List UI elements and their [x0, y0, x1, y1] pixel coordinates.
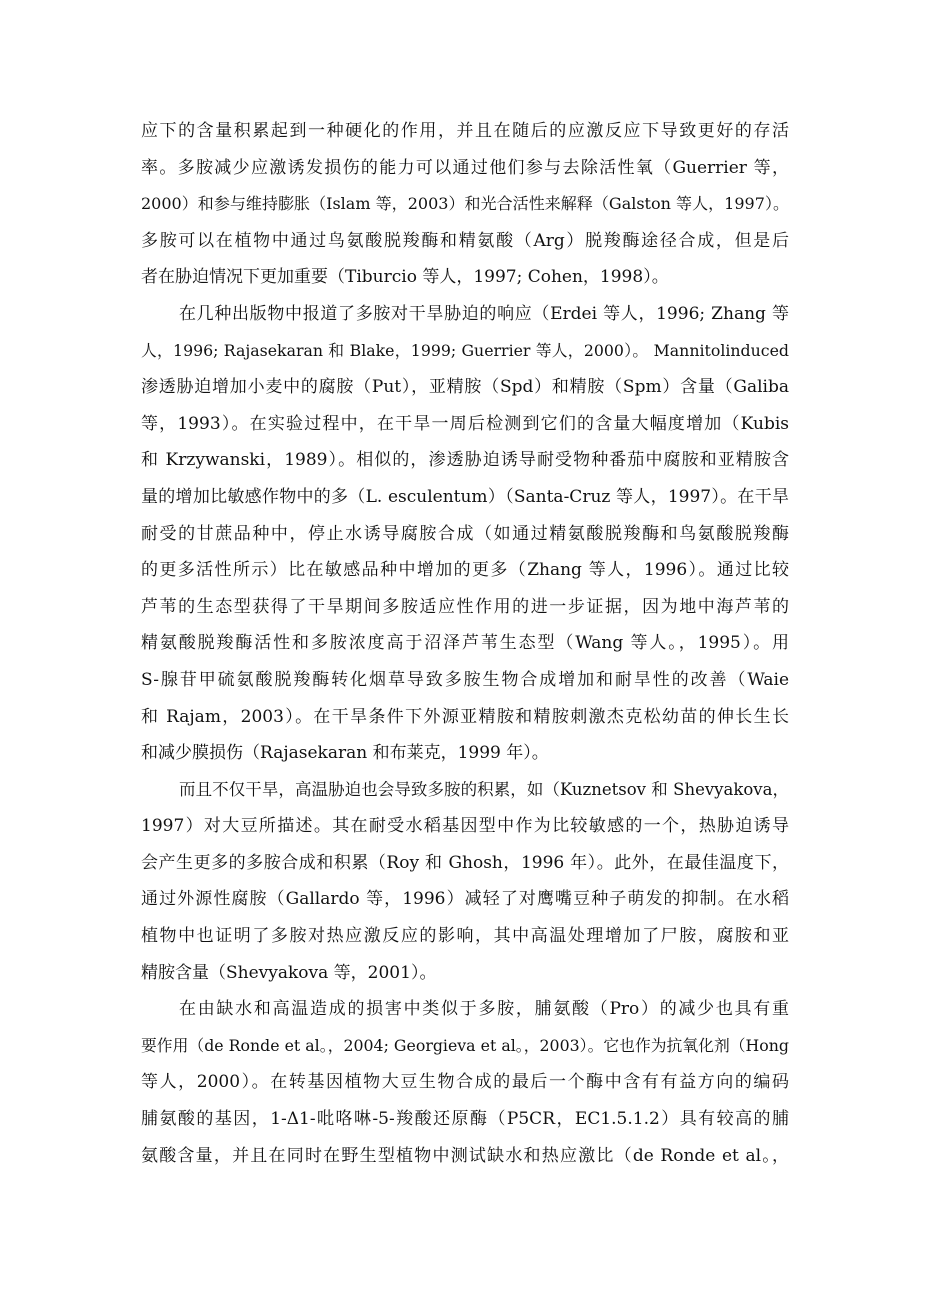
text-line: 和减少膜损伤（Rajasekaran 和布莱克，1999 年）。 [141, 743, 549, 764]
text-line: 量的增加比敏感作物中的多（L. esculentum）（Santa-Cruz 等人，1997）。在干旱 [141, 486, 789, 507]
text-line: 渗透胁迫增加小麦中的腐胺（Put），亚精胺（Spd）和精胺（Spm）含量（Galiba [141, 377, 789, 398]
text-line: 要作用（de Ronde et al。，2004; Georgieva et al。，2003）。它也作为抗氧化剂（Hong [141, 1035, 789, 1055]
text-line: 耐受的甘蔗品种中，停止水诱导腐胺合成（如通过精氨酸脱羧酶和鸟氨酸脱羧酶 [141, 523, 789, 544]
text-line: 等人，2000）。在转基因植物大豆生物合成的最后一个酶中含有有益方向的编码 [141, 1072, 789, 1093]
paragraph [141, 113, 789, 296]
text-line: S-腺苷甲硫氨酸脱羧酶转化烟草导致多胺生物合成增加和耐旱性的改善（Waie [141, 669, 789, 690]
text-line: 多胺可以在植物中通过鸟氨酸脱羧酶和精氨酸（Arg）脱羧酶途径合成，但是后 [141, 230, 789, 251]
text-line: 精胺含量（Shevyakova 等，2001）。 [141, 962, 437, 983]
text-line: 的更多活性所示）比在敏感品种中增加的更多（Zhang 等人，1996）。通过比较 [141, 560, 789, 581]
text-line: 芦苇的生态型获得了干旱期间多胺适应性作用的进一步证据，因为地中海芦苇的 [141, 596, 789, 617]
text-line: 和 Rajam，2003）。在干旱条件下外源亚精胺和精胺刺激杰克松幼苗的伸长生长 [141, 706, 789, 727]
text-line: 2000）和参与维持膨胀（Islam 等，2003）和光合活性来解释（Galston 等人，1997）。 [141, 194, 789, 214]
paragraph [141, 991, 789, 1174]
paragraph [141, 772, 789, 992]
text-line: 1997）对大豆所描述。其在耐受水稻基因型中作为比较敏感的一个，热胁迫诱导 [141, 816, 789, 837]
text-line: 和 Krzywanski，1989）。相似的，渗透胁迫诱导耐受物种番茄中腐胺和亚精胺含 [141, 450, 789, 471]
text-line: 在由缺水和高温造成的损害中类似于多胺，脯氨酸（Pro）的减少也具有重 [179, 999, 789, 1020]
text-line: 率。多胺减少应激诱发损伤的能力可以通过他们参与去除活性氧（Guerrier 等， [141, 157, 789, 178]
text-line: 者在胁迫情况下更加重要（Tiburcio 等人，1997; Cohen，1998）。 [141, 267, 669, 288]
text-line: 应下的含量积累起到一种硬化的作用，并且在随后的应激反应下导致更好的存活 [141, 121, 789, 141]
text-line: 精氨酸脱羧酶活性和多胺浓度高于沼泽芦苇生态型（Wang 等人。，1995）。用 [141, 633, 789, 654]
text-line: 等，1993）。在实验过程中，在干旱一周后检测到它们的含量大幅度增加（Kubis [141, 413, 789, 434]
text-line: 通过外源性腐胺（Gallardo 等，1996）减轻了对鹰嘴豆种子萌发的抑制。在水稻 [141, 889, 789, 910]
body-text [141, 113, 789, 1174]
paragraph [141, 296, 789, 772]
text-line: 脯氨酸的基因，1-Δ1-吡咯啉-5-羧酸还原酶（P5CR，EC1.5.1.2）具有较高的脯 [141, 1109, 789, 1130]
text-line: 而且不仅干旱，高温胁迫也会导致多胺的积累，如（Kuznetsov 和 Shevyakova， [179, 779, 789, 799]
text-line: 人，1996; Rajasekaran 和 Blake，1999; Guerrier 等人，2000）。 Mannitolinduced [141, 340, 789, 360]
text-line: 会产生更多的多胺合成和积累（Roy 和 Ghosh，1996 年）。此外，在最佳温度下， [141, 852, 789, 873]
text-line: 在几种出版物中报道了多胺对干旱胁迫的响应（Erdei 等人，1996; Zhang 等 [179, 303, 789, 324]
text-line: 植物中也证明了多胺对热应激反应的影响，其中高温处理增加了尸胺，腐胺和亚 [141, 926, 789, 947]
text-line: 氨酸含量，并且在同时在野生型植物中测试缺水和热应激比（de Ronde et al。， [141, 1145, 789, 1166]
